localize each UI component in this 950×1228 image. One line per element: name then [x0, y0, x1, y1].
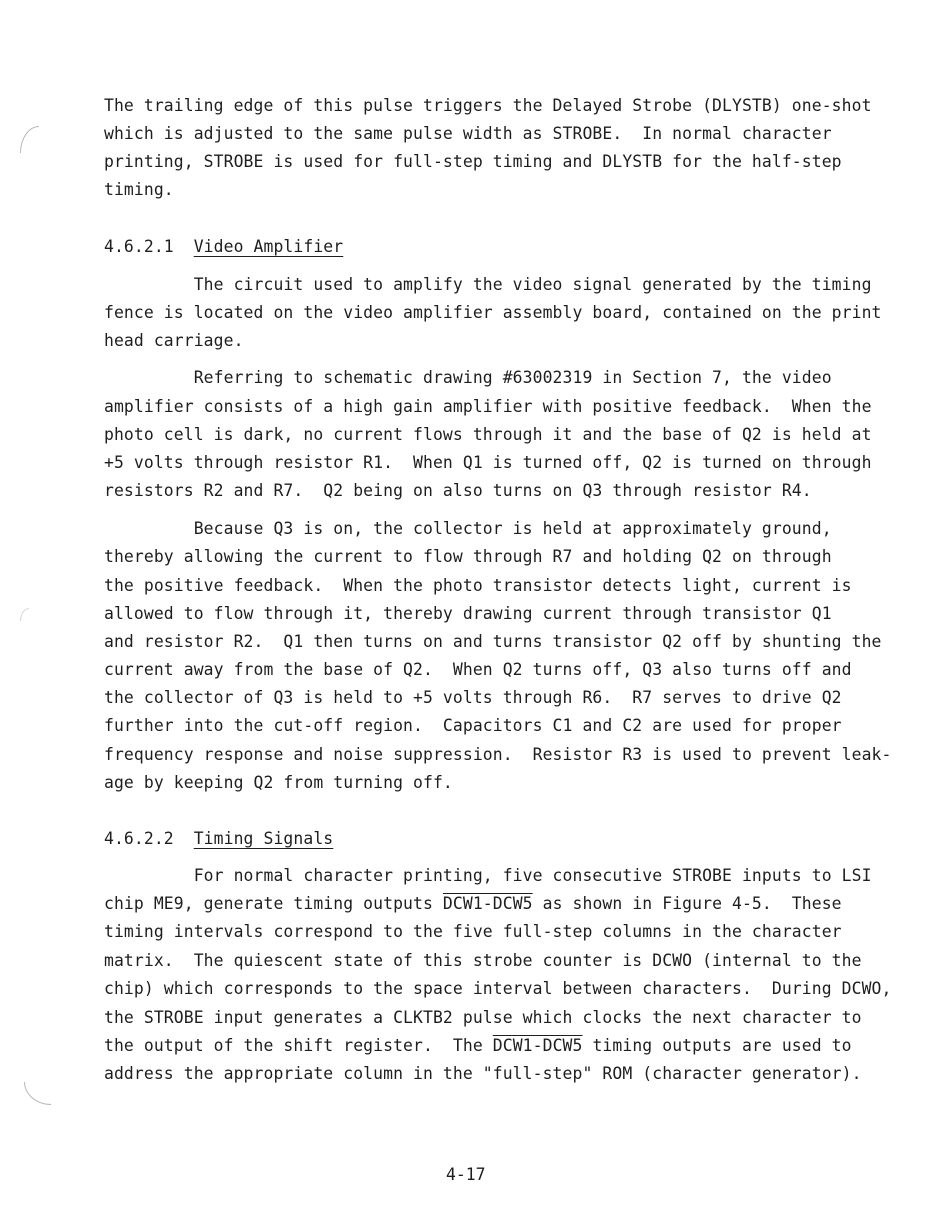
- section-heading-video-amplifier: [104, 237, 343, 257]
- scan-margin-mark: [20, 608, 29, 621]
- text-run: timing outputs are used to: [582, 1036, 852, 1055]
- video-paragraph-1-line: fence is located on the video amplifier assembly board, contained on the print: [104, 303, 882, 322]
- video-paragraph-2-line: resistors R2 and R7. Q2 being on also turns on Q3 through resistor R4.: [104, 481, 812, 500]
- signal-name-overlined: DCW1-DCW5: [492, 1036, 583, 1055]
- timing-paragraph-line: [104, 894, 842, 914]
- video-paragraph-3-line: thereby allowing the current to flow through R7 and holding Q2 on through: [104, 547, 832, 566]
- timing-paragraph-line: matrix. The quiescent state of this strobe counter is DCWO (internal to the: [104, 951, 862, 970]
- scan-margin-mark: [24, 1082, 51, 1105]
- video-paragraph-3-line: frequency response and noise suppression. Resistor R3 is used to prevent leak-: [104, 745, 892, 764]
- section-heading-timing-signals: [104, 829, 333, 849]
- video-paragraph-3-line: the collector of Q3 is held to +5 volts through R6. R7 serves to drive Q2: [104, 688, 842, 707]
- video-paragraph-3-line: and resistor R2. Q1 then turns on and turns transistor Q2 off by shunting the: [104, 632, 882, 651]
- video-paragraph-3-line: the positive feedback. When the photo transistor detects light, current is: [104, 576, 852, 595]
- video-paragraph-2-line: +5 volts through resistor R1. When Q1 is turned off, Q2 is turned on through: [104, 453, 872, 472]
- intro-line: printing, STROBE is used for full-step timing and DLYSTB for the half-step: [104, 152, 842, 171]
- video-paragraph-2-line: amplifier consists of a high gain amplifier with positive feedback. When the: [104, 397, 872, 416]
- video-paragraph-3-line: current away from the base of Q2. When Q2 turns off, Q3 also turns off and: [104, 660, 852, 679]
- video-paragraph-1-line: The circuit used to amplify the video signal generated by the timing: [104, 275, 872, 294]
- timing-paragraph-line: address the appropriate column in the "full-step" ROM (character generator).: [104, 1064, 862, 1083]
- section-number: 4.6.2.2: [104, 829, 174, 848]
- video-paragraph-3-line: age by keeping Q2 from turning off.: [104, 773, 453, 792]
- video-paragraph-1-line: head carriage.: [104, 331, 244, 350]
- timing-paragraph-line: chip) which corresponds to the space interval between characters. During DCWO,: [104, 979, 892, 998]
- timing-paragraph-line: For normal character printing, five consecutive STROBE inputs to LSI: [104, 866, 872, 885]
- timing-paragraph-line: the STROBE input generates a CLKTB2 pulse which clocks the next character to: [104, 1008, 862, 1027]
- video-paragraph-3-line: Because Q3 is on, the collector is held at approximately ground,: [104, 519, 832, 538]
- signal-name-overlined: DCW1-DCW5: [442, 894, 533, 913]
- text-run: as shown in Figure 4-5. These: [532, 894, 842, 913]
- timing-paragraph-line: [104, 1036, 852, 1056]
- section-title: Timing Signals: [193, 829, 334, 848]
- text-run: chip ME9, generate timing outputs: [104, 894, 443, 913]
- section-number: 4.6.2.1: [104, 237, 174, 256]
- timing-paragraph-line: timing intervals correspond to the five full-step columns in the character: [104, 922, 842, 941]
- text-run: the output of the shift register. The: [104, 1036, 493, 1055]
- video-paragraph-2-line: photo cell is dark, no current flows through it and the base of Q2 is held at: [104, 425, 872, 444]
- intro-line: which is adjusted to the same pulse width as STROBE. In normal character: [104, 124, 832, 143]
- intro-line: The trailing edge of this pulse triggers the Delayed Strobe (DLYSTB) one-shot: [104, 96, 872, 115]
- intro-line: timing.: [104, 180, 174, 199]
- scan-margin-mark: [20, 126, 39, 153]
- page-number: 4-17: [446, 1165, 486, 1184]
- section-title: Video Amplifier: [193, 237, 344, 256]
- video-paragraph-2-line: Referring to schematic drawing #63002319 in Section 7, the video: [104, 368, 832, 387]
- video-paragraph-3-line: further into the cut-off region. Capacitors C1 and C2 are used for proper: [104, 716, 842, 735]
- video-paragraph-3-line: allowed to flow through it, thereby drawing current through transistor Q1: [104, 604, 832, 623]
